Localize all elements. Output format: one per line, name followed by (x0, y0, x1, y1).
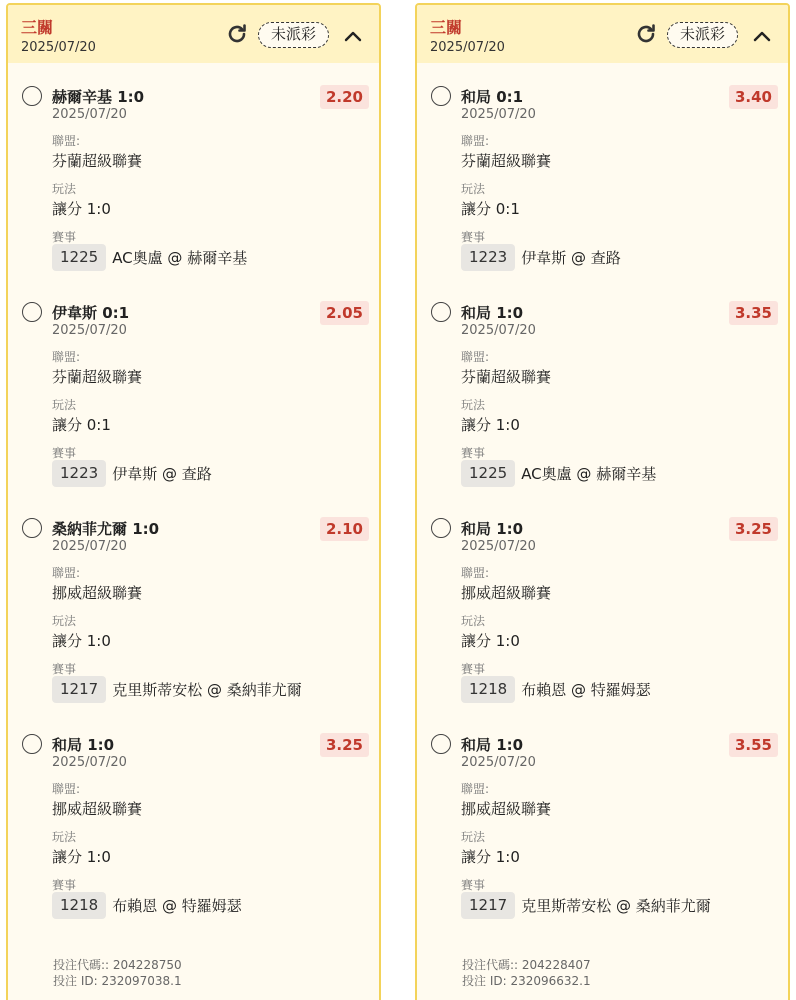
bet-footer (53, 957, 182, 989)
event-row (52, 244, 247, 271)
chevron-up-icon[interactable] (342, 25, 364, 47)
leg-odds: 3.25 (320, 733, 369, 757)
bet-date: 2025/07/20 (21, 40, 96, 55)
bet-leg (417, 495, 788, 711)
event-label: 賽事 (52, 446, 77, 460)
league-label: 聯盟: (52, 566, 81, 580)
league-value: 挪威超級聯賽 (52, 584, 143, 602)
bet-type-title: 三關 (21, 18, 54, 37)
league-value: 芬蘭超級聯賽 (52, 368, 143, 386)
league-label: 聯盟: (52, 782, 81, 796)
event-name: AC奧盧 @ 赫爾辛基 (521, 465, 657, 483)
radio-circle-icon[interactable] (431, 86, 451, 106)
league-value: 芬蘭超級聯賽 (461, 152, 552, 170)
bet-leg (8, 63, 379, 279)
leg-odds: 2.10 (320, 517, 369, 541)
bet-id: 投注 ID: 232096632.1 (462, 974, 591, 988)
event-row (461, 460, 656, 487)
event-id-badge: 1217 (52, 676, 106, 703)
event-label: 賽事 (52, 230, 77, 244)
bet-slip-card (6, 3, 381, 1000)
leg-selection: 和局 1:0 (461, 304, 524, 322)
play-value: 讓分 1:0 (461, 848, 520, 866)
leg-selection: 桑納菲尤爾 1:0 (52, 520, 160, 538)
league-label: 聯盟: (461, 782, 490, 796)
event-row (461, 676, 651, 703)
event-label: 賽事 (52, 878, 77, 892)
event-label: 賽事 (461, 230, 486, 244)
event-row (461, 892, 711, 919)
play-value: 讓分 0:1 (52, 416, 111, 434)
leg-odds: 3.25 (729, 517, 778, 541)
league-label: 聯盟: (461, 134, 490, 148)
bet-leg (8, 279, 379, 495)
bet-leg (417, 279, 788, 495)
bet-date: 2025/07/20 (430, 40, 505, 55)
event-name: 伊韋斯 @ 查路 (521, 249, 621, 267)
event-label: 賽事 (461, 878, 486, 892)
leg-selection: 赫爾辛基 1:0 (52, 88, 145, 106)
leg-date: 2025/07/20 (52, 323, 127, 338)
radio-circle-icon[interactable] (22, 518, 42, 538)
event-id-badge: 1218 (461, 676, 515, 703)
play-value: 讓分 1:0 (52, 200, 111, 218)
league-value: 挪威超級聯賽 (52, 800, 143, 818)
radio-circle-icon[interactable] (22, 302, 42, 322)
leg-selection: 伊韋斯 0:1 (52, 304, 130, 322)
event-name: 克里斯蒂安松 @ 桑納菲尤爾 (521, 897, 711, 915)
radio-circle-icon[interactable] (431, 734, 451, 754)
play-value: 讓分 1:0 (461, 416, 520, 434)
leg-selection: 和局 1:0 (52, 736, 115, 754)
bet-legs-list (417, 63, 788, 927)
leg-date: 2025/07/20 (52, 755, 127, 770)
league-value: 芬蘭超級聯賽 (52, 152, 143, 170)
play-value: 讓分 1:0 (461, 632, 520, 650)
card-header (417, 5, 788, 63)
event-name: AC奧盧 @ 赫爾辛基 (112, 249, 248, 267)
leg-date: 2025/07/20 (461, 539, 536, 554)
event-id-badge: 1223 (461, 244, 515, 271)
refresh-icon[interactable] (225, 22, 249, 46)
leg-odds: 2.05 (320, 301, 369, 325)
leg-date: 2025/07/20 (52, 107, 127, 122)
leg-date: 2025/07/20 (461, 755, 536, 770)
bet-legs-list (8, 63, 379, 927)
event-id-badge: 1218 (52, 892, 106, 919)
league-label: 聯盟: (52, 350, 81, 364)
bet-type-title: 三關 (430, 18, 463, 37)
play-value: 讓分 1:0 (52, 848, 111, 866)
radio-circle-icon[interactable] (431, 302, 451, 322)
card-header (8, 5, 379, 63)
radio-circle-icon[interactable] (22, 734, 42, 754)
bet-slip-card (415, 3, 790, 1000)
play-label: 玩法 (52, 398, 77, 412)
bet-code: 投注代碼:: 204228407 (462, 958, 591, 972)
play-label: 玩法 (52, 182, 77, 196)
leg-selection: 和局 1:0 (461, 736, 524, 754)
play-value: 讓分 1:0 (52, 632, 111, 650)
event-name: 克里斯蒂安松 @ 桑納菲尤爾 (112, 681, 302, 699)
bet-id: 投注 ID: 232097038.1 (53, 974, 182, 988)
event-id-badge: 1217 (461, 892, 515, 919)
event-row (52, 460, 212, 487)
leg-odds: 3.35 (729, 301, 778, 325)
event-id-badge: 1225 (52, 244, 106, 271)
league-value: 挪威超級聯賽 (461, 800, 552, 818)
leg-date: 2025/07/20 (461, 323, 536, 338)
event-label: 賽事 (461, 662, 486, 676)
league-label: 聯盟: (461, 350, 490, 364)
settlement-status-badge[interactable]: 未派彩 (258, 22, 329, 48)
radio-circle-icon[interactable] (22, 86, 42, 106)
play-label: 玩法 (461, 398, 486, 412)
league-label: 聯盟: (461, 566, 490, 580)
event-row (52, 892, 242, 919)
leg-odds: 3.55 (729, 733, 778, 757)
radio-circle-icon[interactable] (431, 518, 451, 538)
leg-selection: 和局 0:1 (461, 88, 524, 106)
league-value: 芬蘭超級聯賽 (461, 368, 552, 386)
play-label: 玩法 (52, 830, 77, 844)
event-id-badge: 1223 (52, 460, 106, 487)
bet-leg (417, 711, 788, 927)
bet-leg (8, 711, 379, 927)
league-value: 挪威超級聯賽 (461, 584, 552, 602)
settlement-status-badge[interactable]: 未派彩 (667, 22, 738, 48)
leg-date: 2025/07/20 (461, 107, 536, 122)
event-row (461, 244, 621, 271)
event-id-badge: 1225 (461, 460, 515, 487)
play-label: 玩法 (52, 614, 77, 628)
leg-odds: 3.40 (729, 85, 778, 109)
chevron-up-icon[interactable] (751, 25, 773, 47)
play-label: 玩法 (461, 830, 486, 844)
league-label: 聯盟: (52, 134, 81, 148)
refresh-icon[interactable] (634, 22, 658, 46)
event-label: 賽事 (52, 662, 77, 676)
leg-date: 2025/07/20 (52, 539, 127, 554)
bet-leg (417, 63, 788, 279)
event-row (52, 676, 302, 703)
bet-leg (8, 495, 379, 711)
leg-odds: 2.20 (320, 85, 369, 109)
play-label: 玩法 (461, 614, 486, 628)
leg-selection: 和局 1:0 (461, 520, 524, 538)
play-label: 玩法 (461, 182, 486, 196)
event-name: 布賴恩 @ 特羅姆瑟 (521, 681, 651, 699)
bet-code: 投注代碼:: 204228750 (53, 958, 182, 972)
bet-footer (462, 957, 591, 989)
event-name: 伊韋斯 @ 查路 (112, 465, 212, 483)
event-name: 布賴恩 @ 特羅姆瑟 (112, 897, 242, 915)
play-value: 讓分 0:1 (461, 200, 520, 218)
event-label: 賽事 (461, 446, 486, 460)
